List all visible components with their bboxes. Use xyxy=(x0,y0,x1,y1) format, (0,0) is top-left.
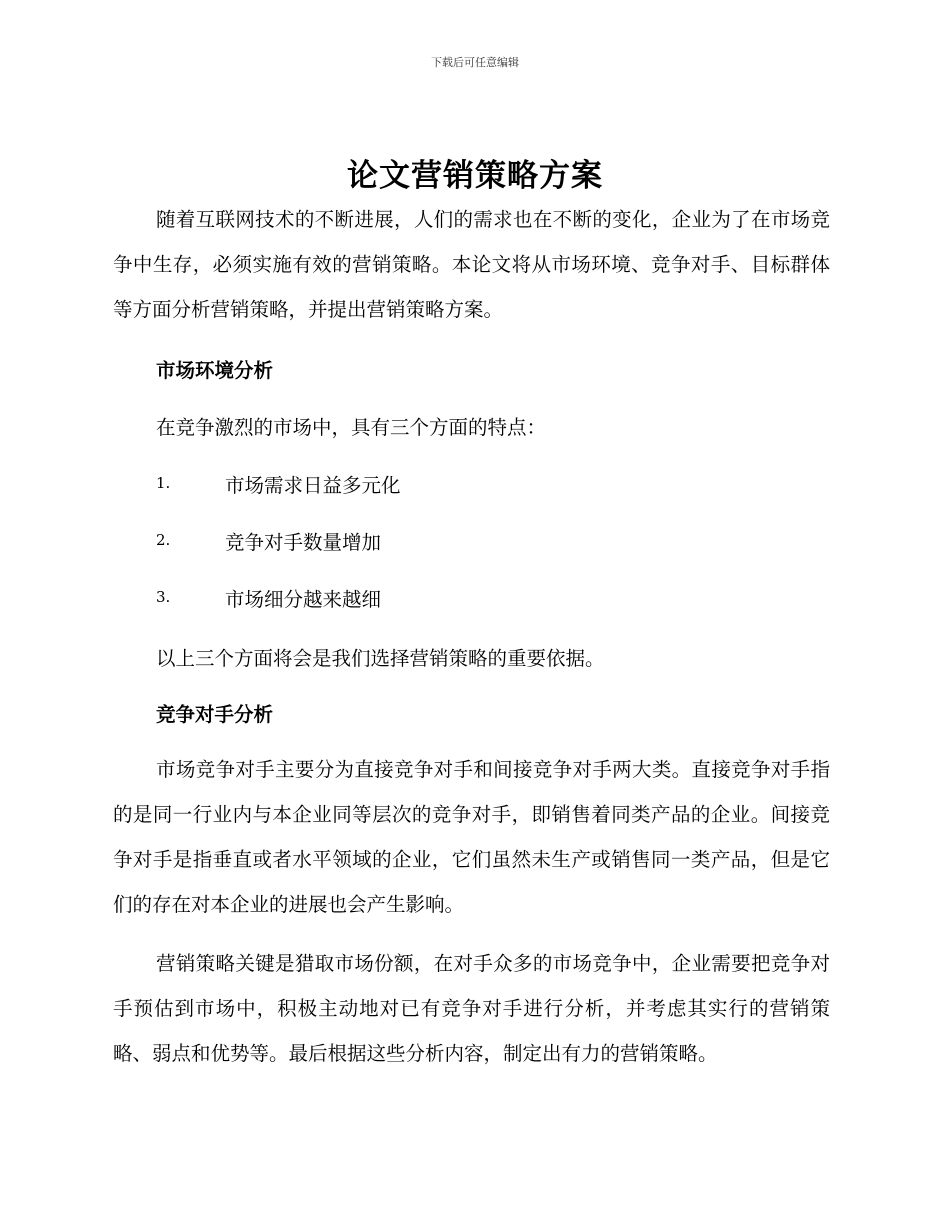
list-number: 3. xyxy=(156,588,171,606)
section-heading-market-environment: 市场环境分析 xyxy=(156,359,274,382)
list-text: 竞争对手数量增加 xyxy=(225,531,382,554)
list-text: 市场需求日益多元化 xyxy=(225,474,401,497)
document-title: 论文营销策略方案 xyxy=(347,158,603,194)
header-note: 下载后可任意编辑 xyxy=(431,56,519,69)
competitor-paragraph-2: 营销策略关键是猎取市场份额，在对手众多的市场竞争中，企业需要把竞争对手预估到市场中，积极主动地对已有竞争对手进行分析，并考虑其实行的营销策略、弱点和优势等。最后根据这些分析内容，制定出有力的营销策略。 xyxy=(113,952,830,1065)
competitor-paragraph-1: 市场竞争对手主要分为直接竞争对手和间接竞争对手两大类。直接竞争对手指的是同一行业内与本企业同等层次的竞争对手，即销售着同类产品的企业。间接竞争对手是指垂直或者水平领域的企业，它们虽然未生产或销售同一类产品，但是它们的存在对本企业的进展也会产生影响。 xyxy=(113,758,830,916)
section-heading-competitor-analysis: 竞争对手分析 xyxy=(156,703,274,726)
list-text: 市场细分越来越细 xyxy=(225,588,382,611)
market-lead-text: 在竞争激烈的市场中，具有三个方面的特点： xyxy=(156,416,547,439)
intro-paragraph: 随着互联网技术的不断进展，人们的需求也在不断的变化，企业为了在市场竞争中生存，必须实施有效的营销策略。本论文将从市场环境、竞争对手、目标群体等方面分析营销策略，并提出营销策略方案。 xyxy=(113,208,830,321)
market-conclusion-text: 以上三个方面将会是我们选择营销策略的重要依据。 xyxy=(156,647,605,670)
list-number: 2. xyxy=(156,531,171,549)
list-number: 1. xyxy=(156,474,171,492)
